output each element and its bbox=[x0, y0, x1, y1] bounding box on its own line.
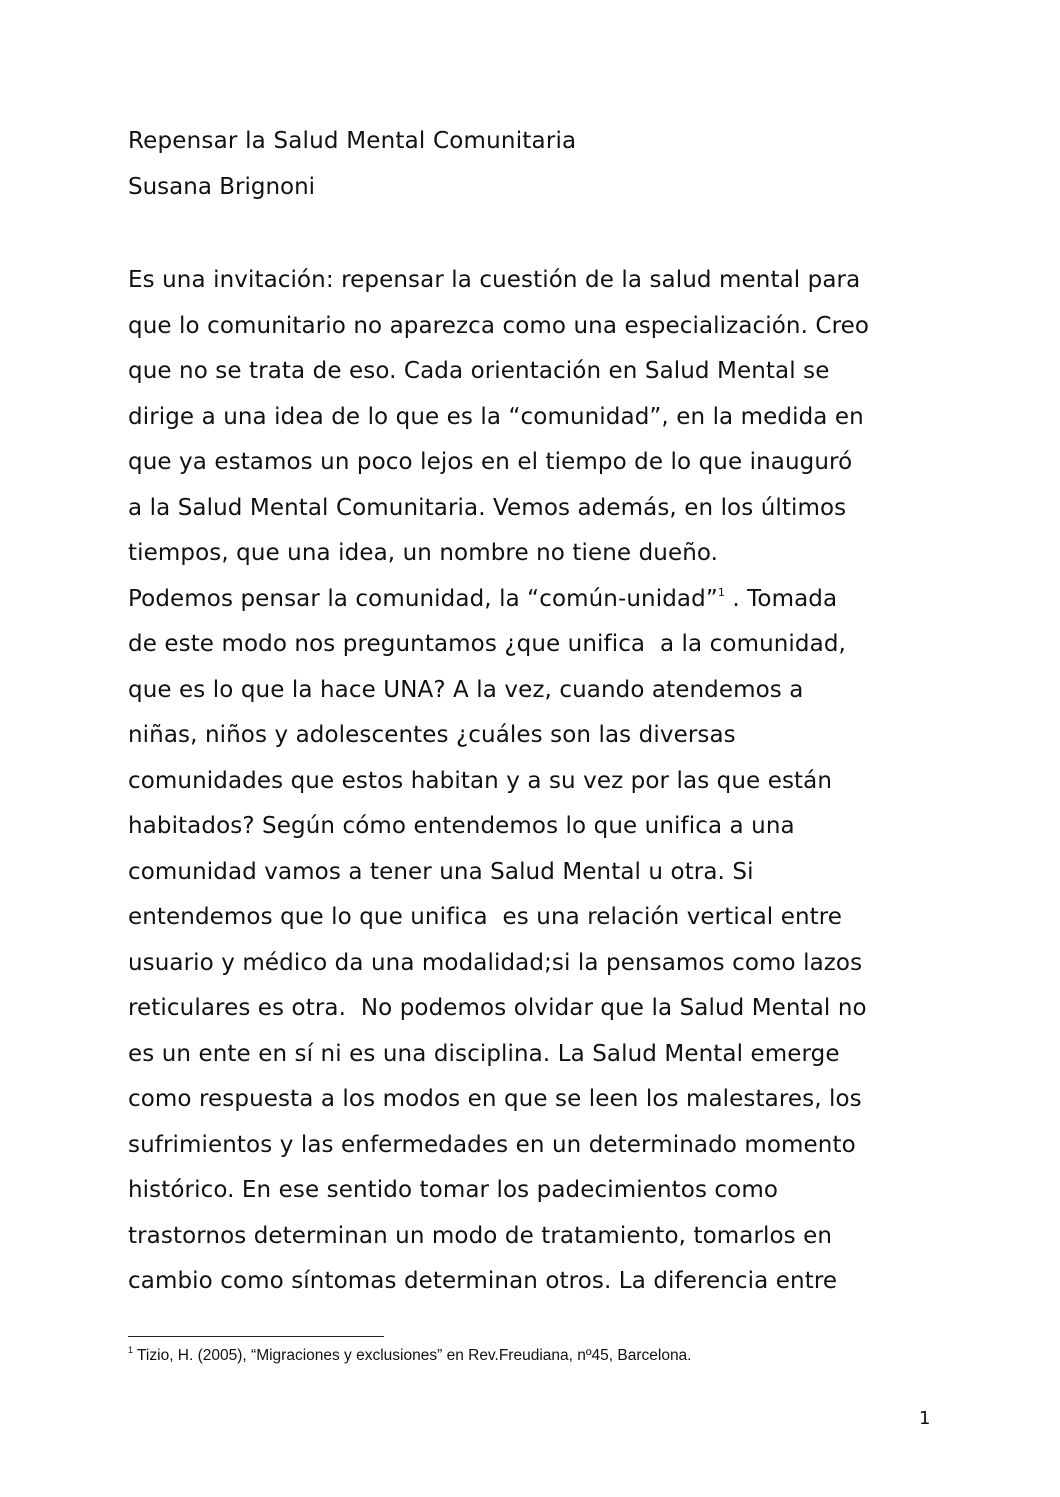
footnote-reference-marker[interactable]: 1 bbox=[717, 585, 725, 599]
body-line: comunidades que estos habitan y a su vez por las que están bbox=[128, 767, 833, 794]
body-line: entendemos que lo que unifica es una relación vertical entre bbox=[128, 904, 843, 930]
body-line: usuario y médico da una modalidad;si la pensamos como lazos bbox=[128, 949, 863, 976]
document-title: Repensar la Salud Mental Comunitaria bbox=[128, 128, 577, 154]
footnote bbox=[128, 1347, 692, 1365]
document-author: Susana Brignoni bbox=[128, 174, 316, 200]
body-line: Es una invitación: repensar la cuestión de la salud mental para bbox=[128, 267, 861, 293]
body-line-text: . Tomada bbox=[724, 585, 838, 612]
body-line: de este modo nos preguntamos ¿que unifica a la comunidad, bbox=[128, 631, 846, 657]
body-line: que es lo que la hace UNA? A la vez, cuando atendemos a bbox=[128, 676, 804, 703]
body-line: que no se trata de eso. Cada orientación en Salud Mental se bbox=[128, 358, 830, 384]
footnote-separator bbox=[128, 1336, 384, 1337]
body-line: como respuesta a los modos en que se leen los malestares, los bbox=[128, 1086, 862, 1112]
body-line: cambio como síntomas determinan otros. La diferencia entre bbox=[128, 1268, 838, 1294]
body-line: a la Salud Mental Comunitaria. Vemos además, en los últimos bbox=[128, 494, 847, 521]
body-line: reticulares es otra. No podemos olvidar que la Salud Mental no bbox=[128, 995, 867, 1021]
footnote-marker: 1 bbox=[128, 1345, 134, 1355]
body-line: dirige a una idea de lo que es la “comunidad”, en la medida en bbox=[128, 403, 864, 430]
body-line: comunidad vamos a tener una Salud Mental u otra. Si bbox=[128, 858, 754, 885]
body-line: es un ente en sí ni es una disciplina. La Salud Mental emerge bbox=[128, 1040, 840, 1067]
body-text bbox=[128, 262, 869, 1309]
body-line: habitados? Según cómo entendemos lo que unifica a una bbox=[128, 813, 795, 839]
body-line-with-footnote-ref bbox=[128, 581, 869, 627]
footnote-text: Tizio, H. (2005), “Migraciones y exclusiones” en Rev.Freudiana, nº45, Barcelona. bbox=[133, 1347, 692, 1364]
page-number: 1 bbox=[919, 1408, 931, 1429]
body-line: histórico. En ese sentido tomar los padecimientos como bbox=[128, 1177, 779, 1203]
body-line-text: Podemos pensar la comunidad, la “común-unidad” bbox=[128, 585, 718, 612]
body-line: tiempos, que una idea, un nombre no tiene dueño. bbox=[128, 540, 719, 566]
body-line: que ya estamos un poco lejos en el tiempo de lo que inauguró bbox=[128, 449, 853, 475]
body-line: que lo comunitario no aparezca como una especialización. Creo bbox=[128, 312, 870, 339]
body-line: niñas, niños y adolescentes ¿cuáles son las diversas bbox=[128, 722, 736, 748]
body-line: sufrimientos y las enfermedades en un determinado momento bbox=[128, 1131, 856, 1158]
body-line: trastornos determinan un modo de tratamiento, tomarlos en bbox=[128, 1222, 833, 1249]
